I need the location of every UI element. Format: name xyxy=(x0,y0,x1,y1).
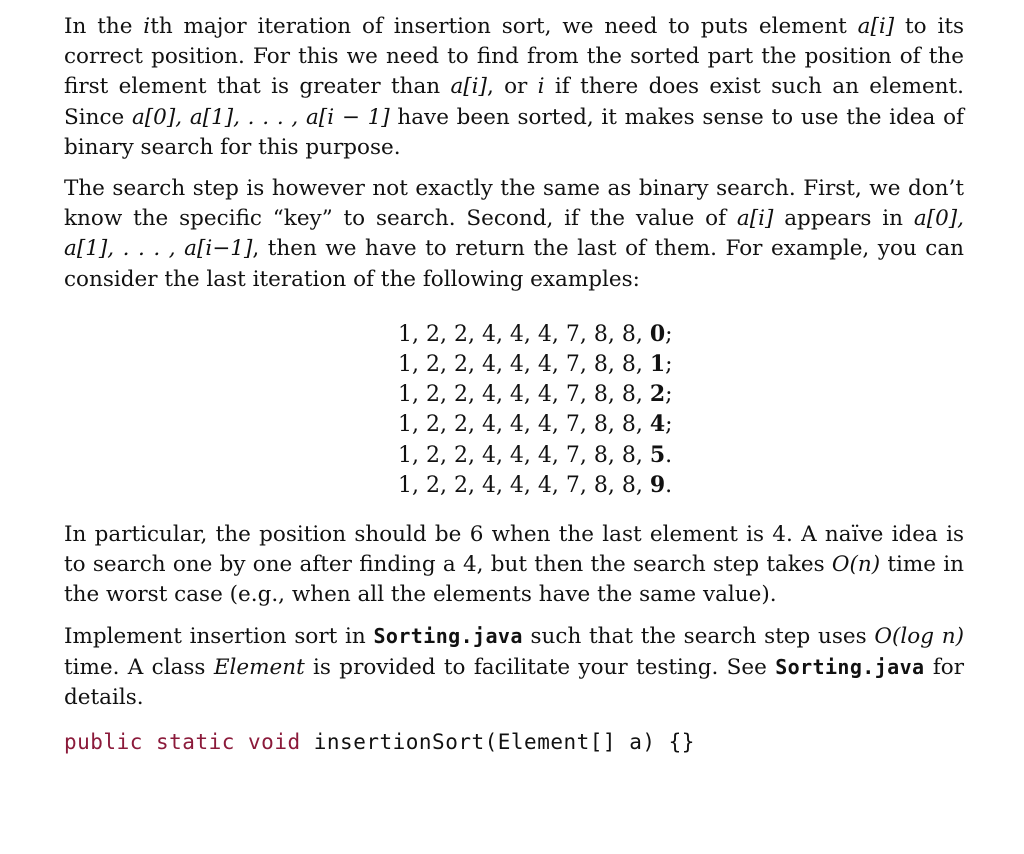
text: have been sorted, it makes sense to use the idea of binary search for this purpose. xyxy=(64,104,964,160)
math-i: i xyxy=(537,74,545,100)
example-end: . xyxy=(665,442,673,468)
example-end: ; xyxy=(665,352,673,378)
example-row xyxy=(398,409,964,439)
paragraph-naive-idea xyxy=(64,520,964,611)
keyword-static: static xyxy=(156,730,235,755)
example-prefix: 1, 2, 2, 4, 4, 4, 7, 8, 8, xyxy=(398,321,650,347)
text: such that the search step uses xyxy=(522,623,875,649)
example-row xyxy=(398,319,964,349)
example-last: 1 xyxy=(649,351,666,378)
text: In particular, the position should be 6 when the last element is 4. A naïve idea is to search one by one after finding a 4, but then the search step takes xyxy=(64,521,964,578)
method-declaration: insertionSort(Element[] a) {} xyxy=(313,730,695,755)
keyword-void: void xyxy=(248,730,301,755)
example-last: 2 xyxy=(649,381,666,408)
math-a-i: a[i] xyxy=(450,74,487,100)
math-a-i: a[i] xyxy=(857,14,895,39)
example-prefix: 1, 2, 2, 4, 4, 4, 7, 8, 8, xyxy=(398,442,650,468)
math-sequence: a[0], a[1], . . . , a[i − 1] xyxy=(131,104,390,130)
paragraph-search-step xyxy=(64,174,964,295)
text: if there does exist such an element. Since xyxy=(64,74,964,130)
example-end: ; xyxy=(665,382,673,408)
example-row xyxy=(398,470,964,500)
text: , or xyxy=(486,74,538,100)
example-last: 5 xyxy=(649,441,666,468)
example-end: . xyxy=(665,472,673,498)
example-row xyxy=(398,440,964,470)
paragraph-task xyxy=(64,621,964,714)
text: Implement insertion sort in xyxy=(64,623,374,649)
text: time. A class xyxy=(64,654,214,680)
text: In the xyxy=(64,14,144,39)
class-name-element: Element xyxy=(213,654,305,680)
text: time in the worst case (e.g., when all the elements have the same value). xyxy=(64,552,964,608)
text: for details. xyxy=(64,654,965,710)
example-row xyxy=(398,349,964,379)
example-prefix: 1, 2, 2, 4, 4, 4, 7, 8, 8, xyxy=(398,382,650,408)
text: to its correct position. For this we need to find from the sorted part the position of the first element that is greater than xyxy=(64,14,964,100)
method-signature xyxy=(64,727,964,757)
keyword-public: public xyxy=(64,730,143,755)
example-last: 4 xyxy=(649,411,666,438)
code-filename: Sorting.java xyxy=(775,654,925,679)
text: is provided to facilitate your testing. See xyxy=(304,654,776,680)
text: appears in xyxy=(773,206,914,232)
text: th major iteration of insertion sort, we need to puts element xyxy=(150,14,858,39)
example-prefix: 1, 2, 2, 4, 4, 4, 7, 8, 8, xyxy=(398,412,650,438)
example-row xyxy=(398,379,964,409)
text: , then we have to return the last of them. For example, you can consider the last iteration of the following examples: xyxy=(64,236,965,292)
example-last: 0 xyxy=(649,320,666,347)
document-page xyxy=(64,12,964,757)
math-sequence: a[0], a[1], . . . , a[i−1] xyxy=(64,206,964,262)
example-last: 9 xyxy=(649,471,666,498)
code-filename: Sorting.java xyxy=(373,623,523,648)
example-prefix: 1, 2, 2, 4, 4, 4, 7, 8, 8, xyxy=(398,352,650,378)
math-a-i: a[i] xyxy=(736,206,774,232)
text: The search step is however not exactly the same as binary search. First, we don’t know the specific “key” to search. Second, if the value of xyxy=(64,176,964,232)
example-prefix: 1, 2, 2, 4, 4, 4, 7, 8, 8, xyxy=(398,472,650,498)
math-big-o-log-n: O(log n) xyxy=(874,623,964,649)
paragraph-intro xyxy=(64,12,964,163)
example-list xyxy=(64,319,964,500)
example-end: ; xyxy=(665,412,673,438)
math-i: i xyxy=(143,14,151,39)
example-end: ; xyxy=(665,321,673,347)
math-big-o-n: O(n) xyxy=(831,552,881,578)
